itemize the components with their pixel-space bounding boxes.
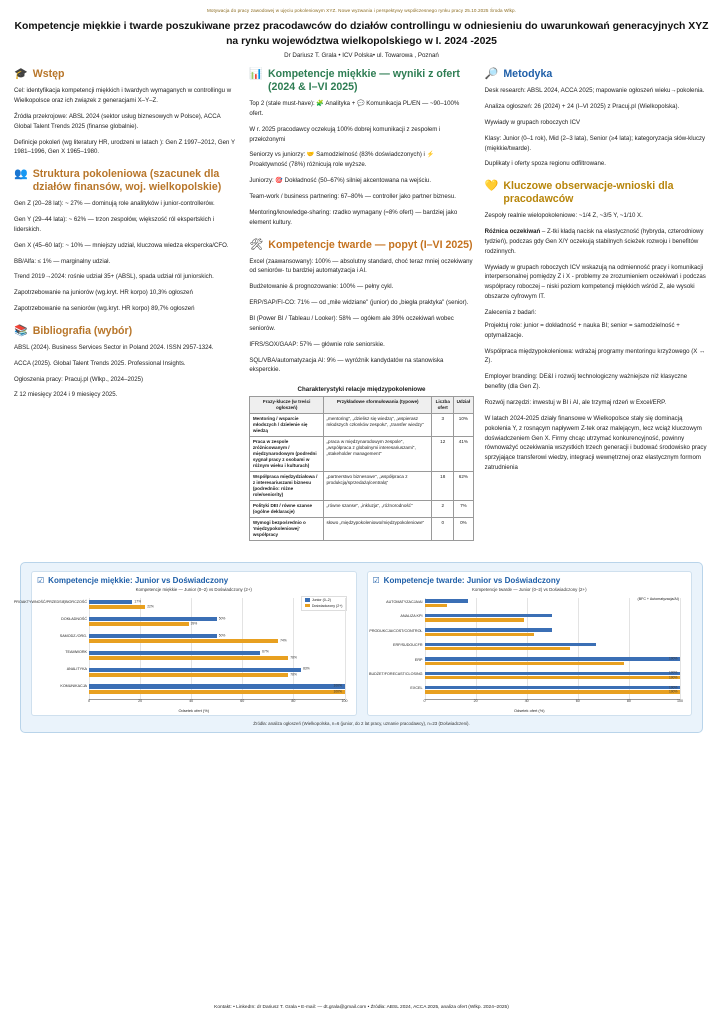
chart-category-label: ANALITYKA	[66, 667, 87, 672]
metodyka-item: Desk research: ABSL 2024, ACCA 2025; mapowanie ogłoszeń wieku→pokolenia.	[484, 87, 705, 95]
check-box-icon: ☑	[372, 575, 380, 585]
wnioski-paragraph-1: Zespoły realnie wielopokoleniowe: ~1/4 Z, ~3/5 Y, ~1/10 X.	[484, 212, 643, 220]
table-row	[250, 414, 473, 437]
chart-xtick: 60	[575, 698, 580, 703]
table-col-header: Frazy-klucze (w treści ogłoszeń)	[250, 397, 324, 414]
table-row	[250, 437, 473, 472]
wstep-paragraph-2: Źródła przekrojowe: ABSL 2024 (sektor usług biznesowych w Polsce), ACCA Global Talent Trends 2025 (finanse globalnie).	[14, 112, 221, 130]
authors-line: Dr Dariusz T. Grala • ICV Polska• ul. Towarowa , Poznań	[284, 52, 439, 60]
table-block	[249, 386, 473, 540]
section-bibliografia	[14, 325, 238, 400]
chart-value-label: 39%	[190, 621, 198, 626]
chart-xtick: 0	[88, 698, 90, 703]
table-cell-label: Praca w zespole zróżnicowanym / międzynarodowym (podredni sygnał pracy z osobami w różnym wieku i kulturach)	[250, 437, 324, 472]
section-title-wnioski: Kluczowe obserwacje-wnioski dla pracodawców	[503, 180, 674, 206]
table-cell-count: 12	[432, 437, 454, 472]
table-cell-count: 0	[432, 517, 454, 540]
chart-card-hard	[367, 571, 693, 716]
chart-category-row	[392, 641, 681, 655]
bibliografia-item: ACCA (2025). Global Talent Trends 2025. Professional Insights.	[14, 359, 186, 367]
metodyka-item: Duplikaty i oferty spoza regionu odfiltrowane.	[484, 160, 606, 168]
table-cell-examples: słowo „międzypokoleniowo/międzypokoleniowe"	[324, 517, 432, 540]
chart-category-label: EXCEL	[410, 686, 423, 691]
chart-category-label: ERP/SUDOUCFR	[392, 643, 423, 648]
chart-category-row	[369, 670, 681, 684]
twarde-item: BI (Power BI / Tableau / Looker): 58% — ogółem ale 39% oczekiwań wobec seniorów.	[249, 314, 454, 332]
page-title: Kompetencje miękkie i twarde poszukiwane przez pracodawców do działów controllingu w odniesieniu do uwarunkowań generacyjnych XYZ na rynku województwa wielkopolskiego w I. 2024 -2025	[14, 21, 709, 48]
table-row	[250, 517, 473, 540]
chart-category-row	[400, 612, 681, 626]
chart-xtick: 0	[423, 698, 426, 703]
section-kompetencje-twarde	[249, 239, 473, 376]
twarde-item: Budżetowanie & prognozowanie: 100% — pełny cykl.	[249, 283, 394, 291]
table-cell-share: 10%	[454, 414, 474, 437]
chart-value-label: 100%	[669, 685, 678, 690]
table-row	[250, 471, 473, 500]
bibliografia-item: ABSL (2024). Business Services Sector in Poland 2024. ISSN 2957-1324.	[14, 343, 214, 351]
books-icon: 📚	[14, 324, 28, 337]
conference-banner: Motywacja do pracy zawodowej w ujęciu pokoleniowym XYZ. Nowe wyzwania i perspektywy współczesnego rynku pracy 25.10.2025 Środa Wlkp.	[206, 8, 517, 13]
metodyka-item: Wywiady w grupach roboczych ICV	[484, 118, 581, 126]
column-left	[14, 68, 238, 411]
wnioski-emphasis: Różnica oczekiwań	[484, 227, 541, 235]
chart-xlabel-soft: Odsetek ofert (%)	[178, 707, 209, 713]
column-middle	[249, 68, 473, 552]
tools-icon: 🛠	[249, 238, 264, 251]
wnioski-paragraph-2-rest: – Z-tki kładą nacisk na elastyczność (hybryda, czterodniowy tydzień), podczas gdy Gen X/Y oczekują stabilnych ścieżek rozwoju i benefitów rodzinnych.	[484, 227, 704, 255]
chart-xticks-soft	[88, 698, 348, 707]
section-struktura	[14, 168, 238, 314]
column-right	[485, 68, 709, 484]
chart-title-hard: Kompetencje twarde — Junior (0–2) vs Doświadczony (2+)	[471, 586, 587, 592]
chart-value-label: 17%	[134, 599, 142, 604]
chart-xlabel-hard: Odsetek ofert (%)	[514, 707, 545, 713]
bibliografia-item: Ogłoszenia pracy: Pracuj.pl (Wlkp., 2024–2025)	[14, 375, 144, 383]
chart-value-label: 78%	[290, 655, 297, 660]
table-col-header: Udział	[454, 397, 474, 414]
table-col-header: Liczba ofert	[432, 397, 454, 414]
chart-value-label: 100%	[669, 670, 678, 675]
table-cell-share: 62%	[454, 471, 474, 500]
chart-annotation-text: (BFC + Automatyzacja/AI)	[637, 597, 679, 602]
magnifier-icon: 🔎	[484, 68, 499, 81]
chart-category-row	[414, 656, 681, 670]
chart-category-row	[60, 682, 345, 699]
chart-category-label: ERP	[414, 657, 423, 662]
chart-category-label: TEAMWORK	[65, 650, 87, 655]
section-title-twarde: Kompetencje twarde — popyt (I–VI 2025)	[268, 238, 473, 251]
legend-label: Doświadczony (2+)	[311, 603, 343, 608]
charts-panel	[13, 562, 703, 733]
wstep-paragraph-3: Definicje pokoleń (wg literatury HR, urodzeni w latach ): Gen Z 1997–2012, Gen Y 1981–1996, Gen X 1965–1980.	[14, 138, 235, 156]
chart-xtick: 60	[240, 698, 245, 703]
chart-panel-title-hard: Kompetencje twarde: Junior vs Doświadczony	[383, 575, 561, 585]
chart-value-label: 100%	[333, 683, 342, 688]
table-cell-label: Polityki DEI / równe szanse (ogólne deklaracje)	[250, 500, 324, 517]
table-cell-count: 2	[432, 500, 454, 517]
chart-xtick: 100	[677, 698, 683, 703]
twarde-item: SQL/VBA/automatyzacja AI: 9% — wyróżnik kandydatów na stanowiska eksperckie.	[249, 356, 444, 374]
chart-category-row	[66, 665, 345, 682]
section-title-miekkie: Kompetencje miękkie — wyniki z ofert (2024 & I–VI 2025)	[268, 68, 460, 94]
chart-plot-hard	[369, 594, 687, 713]
chart-xtick: 80	[626, 698, 631, 703]
table-cell-share: 7%	[454, 500, 474, 517]
chart-xtick: 80	[291, 698, 296, 703]
table-cell-label: Współpraca międzydziałowa / z interesariuszami biznesu (podredniio: różne role/seniority)	[250, 471, 324, 500]
chart-value-label: 100%	[669, 656, 678, 661]
chart-category-label: PRODUKCJA/COST/CONTROL	[369, 628, 423, 633]
yellow-heart-icon: 💛	[484, 180, 499, 193]
miekkie-item: Top 2 (stale must-have): 🧩 Analityka + 💬 Komunikacja PL/EN — ~90–100% ofert.	[249, 100, 460, 117]
struktura-item: Gen Z (20–28 lat): ~ 27% — dominują role analityków i junior-controllerów.	[14, 200, 215, 208]
chart-xtick: 40	[189, 698, 194, 703]
struktura-item: Zapotrzebowanie na juniorów (wg.kryt. HR korpo) 10,3% ogłoszeń	[14, 289, 193, 297]
chart-card-soft	[13, 571, 357, 716]
chart-category-label: DOKŁADNOŚĆ	[61, 616, 87, 621]
chart-value-label: 78%	[290, 672, 297, 677]
chart-value-label: 50%	[218, 616, 226, 621]
miekkie-item: Team-work / business partnering: 67–80% — controller jako partner biznesu.	[249, 193, 456, 201]
twarde-item: Excel (zaawansowany): 100% — absolutny standard, choć teraz mniej oczekiwany od seniorów- tu bardziej automatyzacja i AI.	[249, 257, 473, 275]
wnioski-paragraph-5: Projektuj role: junior = dokładność + nauka BI; senior = samodzielność + optymalizacje.	[484, 321, 680, 339]
wnioski-paragraph-4: Zalecenia z badań:	[484, 308, 537, 316]
table-col-header: Przykładowe sformułowania (typowe)	[324, 397, 432, 414]
section-title-struktura: Struktura pokoleniowa (szacunek dla działów finansów, woj. wielkopolskie)	[32, 168, 222, 194]
chart-value-label: 67%	[262, 649, 269, 654]
miekkie-item: Juniorzy: 🎯 Dokładność (50–67%) silniej akcentowana na wejściu.	[249, 177, 432, 185]
legend-label: Junior (0–2)	[311, 598, 332, 603]
check-box-icon: ☑	[37, 575, 45, 585]
keyword-table	[249, 396, 473, 540]
section-title-bibliografia: Bibliografia (wybór)	[32, 324, 133, 337]
chart-category-row	[61, 615, 345, 632]
charts-source-note: Źródła: analiza ogłoszeń (Wielkopolska, n=6 (junior, do 2 lat pracy, uznanie pracodawcy), n=23 (Doświadczeni).	[253, 720, 470, 726]
columns-container	[14, 68, 709, 552]
wnioski-paragraph-2	[485, 227, 709, 257]
chart-category-label: PROAKTYWNOŚĆ/PRZEDSIĘBIORCZOŚĆ	[13, 599, 87, 604]
section-wstep	[14, 68, 238, 157]
people-icon: 👥	[14, 168, 28, 181]
table-cell-examples: „partnerstwo biznesowe", „współpraca z produkcją/sprzedażą/centralą"	[324, 471, 432, 500]
chart-category-row	[410, 684, 681, 698]
chart-value-label: 100%	[669, 689, 678, 694]
chart-category-row	[13, 598, 345, 615]
chart-category-row	[369, 627, 681, 641]
section-title-wstep: Wstęp	[32, 68, 65, 81]
wnioski-paragraph-3: Wywiady w grupach roboczych ICV wskazują na odmienność pracy i komunikacji interpersonalnej pomiędzy Z i X - problemy ze zrozumieniem oczekiwań i podczas współpracy roboczej – niski poziom kompetencji miękkich wśród Z, ale wysoki obszarze cyfrowym IT.	[484, 263, 706, 301]
table-cell-label: Wymogi bezpośrednio o 'międzypokoleniowej' współpracy	[250, 517, 324, 540]
table-cell-examples: „praca w międzynarodowym zespole", „współpraca z globalnymi interesariuszami", „stakeholder management"	[324, 437, 432, 472]
chart-value-label: 100%	[669, 675, 678, 680]
table-header-row	[250, 397, 473, 414]
bar-chart-icon: 📊	[249, 68, 264, 81]
chart-xticks-hard	[425, 699, 681, 707]
wnioski-paragraph-6: Współpraca międzypokoleniowa: wdrażaj programy mentoringu krzyżowego (X ↔ Z).	[484, 347, 706, 365]
section-kompetencje-miekkie	[249, 68, 473, 227]
chart-category-label: AUTOMATYZACJA/AI	[386, 599, 423, 604]
chart-value-label: 22%	[147, 604, 154, 609]
section-metodyka	[485, 68, 709, 169]
struktura-item: Gen X (45–60 lat): ~ 10% — mniejszy udział, kluczowa wiedza ekspercka/CFO.	[14, 241, 229, 249]
table-cell-label: Mentoring / wsparcie młodszych / dzielenie się wiedzą	[250, 414, 324, 437]
chart-bars-hard	[369, 598, 681, 700]
struktura-item: Zapotrzebowanie na seniorów (wg.kryt. HR korpo) 89,7% ogłoszeń	[14, 305, 195, 313]
miekkie-item: Mentoring/knowledge-sharing: rzadko wymagany (≈8% ofert) — bardziej jako element kultury.	[249, 208, 458, 226]
miekkie-item: Seniorzy vs juniorzy: 🤝 Samodzielność (83% doświadczonych) i ⚡ Proaktywność (78%) różnicują role wyższe.	[249, 151, 435, 169]
chart-category-label: SAMODZ./ORG.	[59, 633, 87, 638]
chart-value-label: 50%	[218, 633, 226, 637]
struktura-item: BB/Alfa: ≤ 1% — marginalny udział.	[14, 257, 111, 265]
chart-panel-title-soft: Kompetencje miękkie: Junior vs Doświadczony	[48, 575, 229, 585]
chart-category-row	[386, 598, 681, 612]
poster-footer: Kontakt: • LinkedIn: dr Dariusz T. Grala • E-mail: — dt.grala@gmail.com • Źródła: ABSL 2024, ACCA 2025, analiza ofert (Wlkp. 2024–2025)	[214, 1005, 509, 1010]
struktura-item: Gen Y (29–44 lata): ~ 62% — trzon zespołów, większość ról ekspertskich i liderskich.	[14, 215, 215, 233]
chart-plot-soft	[13, 594, 351, 713]
table-caption: Charakterystyki relacje międzypokoleniowe	[297, 386, 426, 394]
chart-bars-soft	[13, 598, 345, 700]
chart-category-row	[65, 648, 345, 665]
table-cell-share: 0%	[454, 517, 474, 540]
twarde-item: IFRS/SOX/GAAP: 57% — głównie role seniorskie.	[249, 340, 385, 348]
chart-title-soft: Kompetencje miękkie — Junior (0–2) vs Doświadczony (2+)	[135, 586, 252, 592]
chart-value-label: 74%	[280, 638, 287, 643]
table-cell-count: 18	[432, 471, 454, 500]
wnioski-paragraph-8: Rozwój narzędzi: inwestuj w BI i AI, ale trzymaj rdzeń w Excel/ERP.	[484, 398, 667, 406]
wstep-paragraph-1: Cel: identyfikacja kompetencji miękkich i twardych wymaganych w controllingu w Wielkopolsce oraz ich związek z generacjami X–Y–Z.	[14, 87, 232, 104]
table-cell-share: 41%	[454, 437, 474, 472]
miekkie-item: W r. 2025 pracodawcy oczekują 100% dobrej komunikacji z zespołem i przełożonymi	[249, 125, 441, 143]
charts-row	[13, 571, 692, 716]
metodyka-item: Klasy: Junior (0–1 rok), Mid (2–3 lata), Senior (≥4 lata); kategoryzacja słów-kluczy (miękkie/twarde).	[484, 134, 706, 152]
chart-value-label: 83%	[303, 666, 310, 671]
table-cell-examples: „równe szanse", „inkluzja", „różnorodność"	[324, 500, 432, 517]
section-wnioski	[485, 180, 709, 473]
chart-xtick: 20	[138, 698, 143, 703]
chart-value-label: 100%	[333, 689, 342, 694]
graduation-cap-icon: 🎓	[14, 68, 28, 81]
bibliografia-item: Z 12 miesięcy 2024 i 9 miesięcy 2025.	[14, 391, 118, 399]
metodyka-item: Analiza ogłoszeń: 26 (2024) + 24 (I–VI 2025) z Pracuj.pl (Wielkopolska).	[484, 102, 680, 110]
chart-xtick: 40	[524, 698, 529, 703]
table-cell-count: 3	[432, 414, 454, 437]
twarde-item: ERP/SAP/FI-CO: 71% — od „mile widziane" (junior) do „biegła praktyka" (senior).	[249, 299, 469, 307]
chart-xtick: 20	[473, 698, 478, 703]
struktura-item: Trend 2019→2024: rośnie udział 35+ (ABSL), spada udział ról juniorskich.	[14, 273, 214, 281]
wnioski-paragraph-9: W latach 2024-2025 działy finansowe w Wielkopolsce stały się dominacją pokolenia Y, z rosnącym napływem Z-tek oraz malejącym, lecz wciąż kluczowym doświadczeniem Gen X. Firmy chcąc utrzymać konkurencyjność, powinny równoważyć oczekiwania wszystkich trzech generacji i budować środowisko pracy sprzyjające transferowi wiedzy, integracji wewnętrznej oraz elastycznym formom zatrudnienia	[484, 414, 707, 472]
table-cell-examples: „mentoring", „dzielisz się wiedzą", „wspierasz młodszych członków zespołu", „transfer wiedzy"	[324, 414, 432, 437]
wnioski-paragraph-7: Employer branding: DE&I i rozwój technologiczny ważniejsze niż klasyczne benefity (dla Gen Z).	[484, 373, 688, 391]
chart-category-label: BUDŻET/FORECAST/CLOSING	[369, 672, 423, 676]
chart-category-row	[59, 632, 345, 649]
chart-category-label: KOMUNIKACJA	[60, 684, 87, 689]
table-row	[250, 500, 473, 517]
chart-category-label: ANALIZA KPI	[400, 614, 423, 619]
chart-xtick: 100	[341, 698, 348, 703]
section-title-metodyka: Metodyka	[503, 68, 553, 81]
